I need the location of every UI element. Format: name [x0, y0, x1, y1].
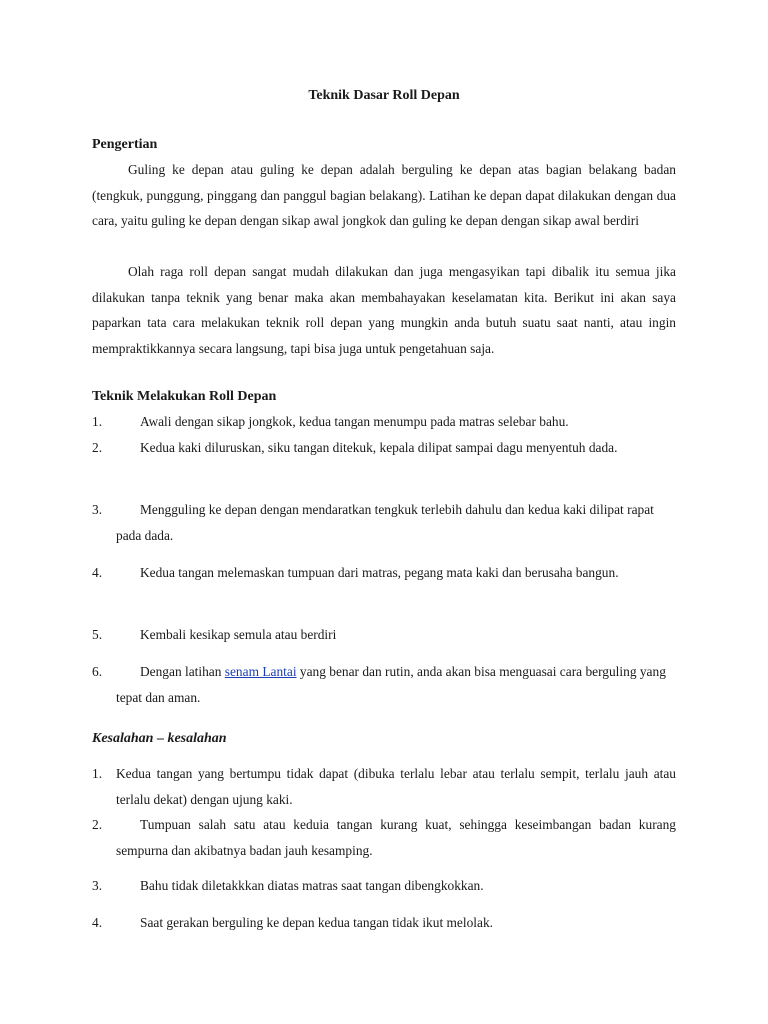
list-text-after: yang benar dan rutin, anda akan bisa menguasai cara berguling yang tepat dan aman.: [116, 664, 666, 705]
paragraph-1: Guling ke depan atau guling ke depan adalah berguling ke depan atas bagian belakang badan (tengkuk, punggung, pinggang dan panggul bagian belakang). Latihan ke depan dapat dilakukan dengan dua cara, yaitu guling ke depan dengan sikap awal jongkok dan guling ke depan dengan sikap awal berdiri: [92, 162, 676, 228]
list-item: [92, 560, 676, 586]
list-text: Kedua tangan yang bertumpu tidak dapat (dibuka terlalu lebar atau terlalu sempit, terlalu jauh atau terlalu dekat) dengan ujung kaki.: [116, 766, 676, 807]
list-item: [92, 409, 676, 435]
list-text: [116, 659, 676, 710]
list-text: Awali dengan sikap jongkok, kedua tangan menumpu pada matras selebar bahu.: [140, 414, 569, 429]
list-number: 2.: [92, 440, 103, 455]
list-item: [92, 622, 676, 648]
list-text: Bahu tidak diletakkkan diatas matras saat tangan dibengkokkan.: [140, 878, 484, 893]
list-number: 2.: [92, 817, 103, 832]
list-number: 5.: [92, 627, 103, 642]
list-number: 4.: [92, 915, 103, 930]
list-text: Kedua kaki diluruskan, siku tangan ditekuk, kepala dilipat sampai dagu menyentuh dada.: [140, 440, 618, 455]
paragraph-2: Olah raga roll depan sangat mudah dilakukan dan juga mengasyikan tapi dibalik itu semua jika dilakukan tanpa teknik yang benar maka akan membahayakan keselamatan kita. Berikut ini akan saya paparkan tata cara melakukan teknik roll depan yang mungkin anda butuh suatu saat nanti, atau ingin mempraktikkannya secara langsung, tapi bisa juga untuk pengetahuan saja.: [92, 264, 676, 356]
list-number: 3.: [92, 502, 103, 517]
list-text: Tumpuan salah satu atau keduia tangan kurang kuat, sehingga keseimbangan badan kurang sempurna dan akibatnya badan jauh kesamping.: [116, 817, 676, 858]
list-item: [92, 497, 676, 548]
heading-teknik: Teknik Melakukan Roll Depan: [92, 389, 277, 404]
list-item: [92, 812, 676, 863]
list-number: 4.: [92, 565, 103, 580]
list-text: Saat gerakan berguling ke depan kedua tangan tidak ikut melolak.: [140, 915, 494, 930]
list-item: [92, 761, 676, 812]
list-number: 1.: [92, 766, 103, 781]
list-text: Kembali kesikap semula atau berdiri: [140, 627, 337, 642]
list-item: [92, 435, 676, 461]
list-item: [92, 659, 676, 710]
list-text-before: Dengan latihan: [140, 664, 225, 679]
heading-kesalahan: Kesalahan – kesalahan: [92, 731, 227, 746]
list-number: 1.: [92, 414, 103, 429]
list-number: 3.: [92, 878, 103, 893]
list-number: 6.: [92, 664, 103, 679]
senam-lantai-link[interactable]: senam Lantai: [224, 664, 297, 679]
list-text: Kedua tangan melemaskan tumpuan dari matras, pegang mata kaki dan berusaha bangun.: [140, 565, 619, 580]
list-item: [92, 873, 676, 899]
heading-pengertian: Pengertian: [92, 137, 158, 152]
document-title: Teknik Dasar Roll Depan: [308, 88, 460, 103]
list-item: [92, 910, 676, 936]
list-text: Mengguling ke depan dengan mendaratkan tengkuk terlebih dahulu dan kedua kaki dilipat rapat pada dada.: [116, 502, 654, 543]
